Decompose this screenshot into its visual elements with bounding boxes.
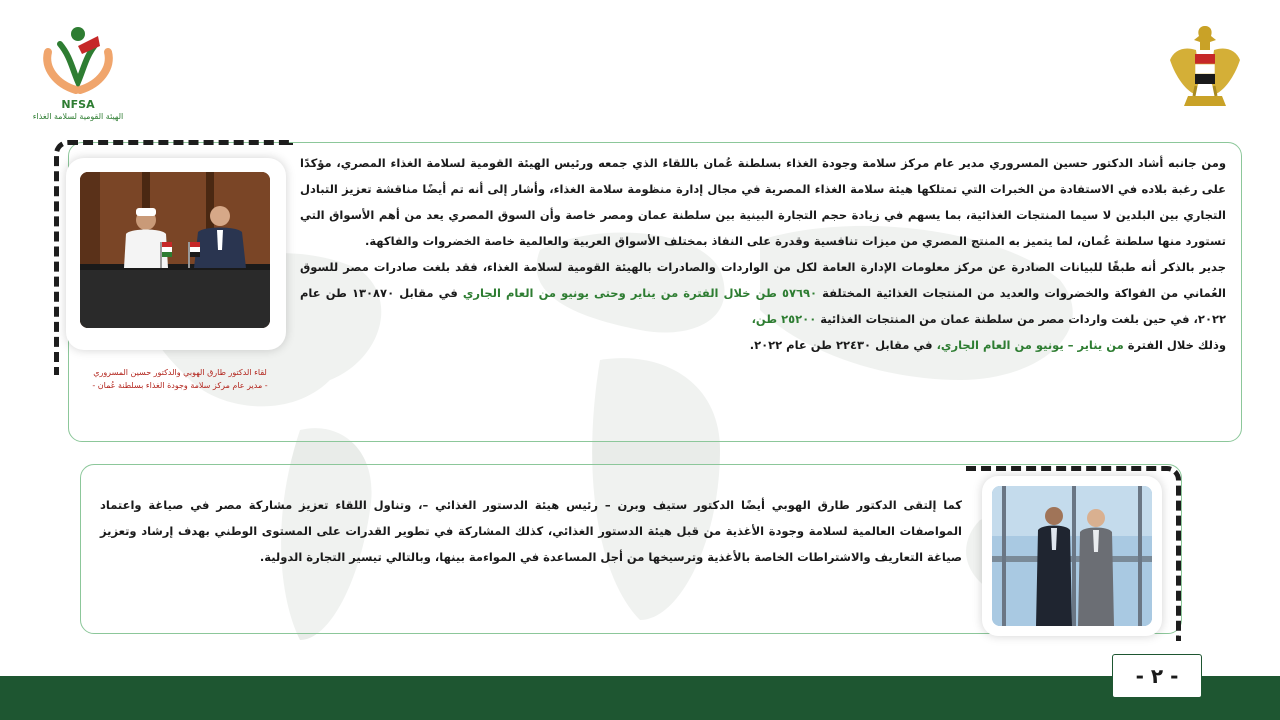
meeting-photo — [80, 172, 270, 328]
egypt-emblem — [1166, 20, 1244, 120]
section2-paragraph: كما إلتقى الدكتور طارق الهوبي أيضًا الدكتور ستيف وبرن – رئيس هيئة الدستور الغذائي –، وتناول اللقاء تعزيز مشاركة مصر في صياغة واعتماد المواصفات العالمية لسلامة وجودة الأغذية من قبل هيئة الدستور الغذائي، كذلك المشاركة في تطوير القدرات على المستوى الوطني بهدف إرشاد وتعزيز صياغة التعاريف والاشتراطات الخاصة بالأغذية وترسيخها من أجل المساعدة في المواءمة بينها، وبالتالي تيسير التجارة الدولية. — [100, 498, 962, 564]
para2-text-a: جدير بالذكر أنه طبقًا للبيانات الصادرة عن مركز معلومات الإدارة العامة لكل من الواردات والصادرات بالهيئة القومية لسلامة الغذاء، فقد بلغت صادرات مصر للسوق العُماني من الفواكة والخضروات والعديد من المنتجات الغذائية المختلفة — [300, 260, 1226, 300]
egypt-eagle-icon — [1166, 20, 1244, 120]
para3-text-g: وذلك خلال الفترة — [1127, 338, 1226, 352]
para2-exports-value: ٥٧٦٩٠ طن خلال الفترة من يناير وحتى يونيو من العام الجاري — [462, 286, 818, 300]
standing-officials-photo — [992, 486, 1152, 626]
para2-exports-2022: ١٣٠٨٧٠ طن عام ٢٠٢٢، — [300, 286, 1226, 326]
section1-photo-card — [66, 158, 286, 350]
section1-paragraph-3 — [300, 332, 1226, 358]
nfsa-logo — [28, 22, 128, 126]
caption-line-1: لقاء الدكتور طارق الهوبي والدكتور حسين المسروري — [93, 368, 267, 377]
para2-text-c: في مقابل — [399, 286, 458, 300]
para3-imports-2022: في مقابل ٢٢٤٣٠ طن عام ٢٠٢٢. — [749, 338, 933, 352]
para3-period: من يناير – يونيو من العام الجاري، — [936, 338, 1124, 352]
section1-paragraph-1: ومن جانبه أشاد الدكتور حسين المسروري مدير عام مركز سلامة وجودة الغذاء بسلطنة عُمان باللقاء الذي جمعه ورئيس الهيئة القومية لسلامة الغذاء المصري، مؤكدًا على رغبة بلاده في الاستفادة من الخبرات التي تمتلكها هيئة سلامة الغذاء المصرية في مجال إدارة منظومة سلامة الغذاء، وأشار إلى أنه تم أيضًا مناقشة تعزيز التبادل التجاري بين البلدين لا سيما المنتجات الغذائية، بما يسهم في زيادة حجم التجارة البينية بين سلطنة عمان ومصر خاصة وأن السوق المصري يعد من أهم الأسواق التي تستورد منها سلطنة عُمان، لما يتميز به المنتج المصري من ميزات تنافسية وقدرة على النفاذ بمختلف الأسواق العربية والعالمية خاصة الخضروات والفاكهة. — [300, 156, 1226, 248]
caption-line-2: - مدير عام مركز سلامة وجودة الغذاء بسلطنة عُمان - — [92, 381, 268, 390]
section1-text — [300, 150, 1226, 358]
footer-bar — [0, 676, 1280, 720]
para2-text-e: في حين بلغت واردات مصر من سلطنة عمان من المنتجات الغذائية — [820, 312, 1190, 326]
section1-paragraph-2 — [300, 254, 1226, 332]
page-number: - ٢ - — [1112, 654, 1202, 698]
para2-imports-value: ٢٥٢٠٠ طن، — [751, 312, 817, 326]
section1-photo-caption — [62, 366, 298, 392]
nfsa-hands-icon — [38, 22, 118, 96]
nfsa-arabic-name: الهيئة القومية لسلامة الغذاء — [32, 112, 124, 121]
section2-text — [100, 492, 962, 570]
nfsa-abbreviation: NFSA — [61, 98, 95, 111]
section2-photo-card — [982, 476, 1162, 636]
